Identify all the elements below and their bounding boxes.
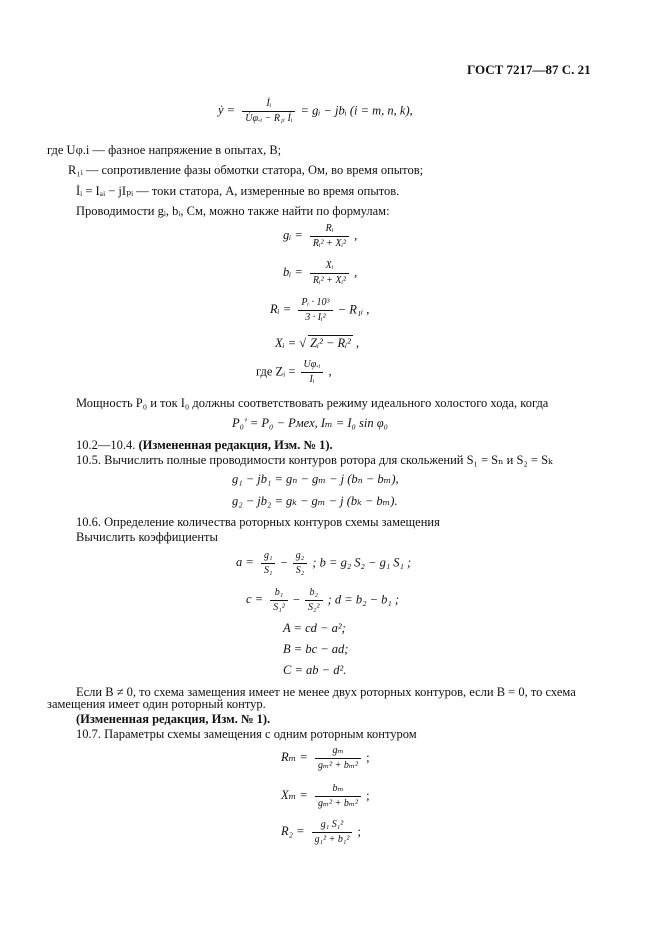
formula-rhs: ; [357, 824, 361, 839]
formula-lhs: ẏ = [218, 103, 236, 118]
formula-admittance [218, 98, 413, 125]
fraction [298, 297, 332, 324]
formula-rhs: , [352, 336, 360, 350]
formula-rhs: , [354, 228, 358, 243]
formula-rm [281, 745, 370, 772]
fraction [293, 550, 307, 577]
denominator: S₂² [305, 600, 322, 614]
formula-rhs: ; [366, 788, 370, 803]
text-if-b-1: Если B ≠ 0, то схема замещения имеет не менее двух роторных контуров, если B = 0, то схема [76, 685, 576, 699]
formula-C: C = ab − d². [283, 663, 347, 677]
formula-g1: g₁ − jb₁ = gₙ − gₘ − j (bₙ − bₘ), [232, 472, 399, 486]
numerator: g₁ [263, 550, 273, 561]
numerator: g₁ S₁² [320, 819, 344, 830]
denominator: Rᵢ² + Xᵢ² [310, 236, 349, 250]
formula-c [246, 587, 399, 614]
formula-lhs: где Zᵢ = [256, 364, 296, 379]
amendment-note: (Измененная редакция, Изм. № 1). [138, 438, 333, 452]
formula-B: B = bc − ad; [283, 642, 349, 656]
formula-lhs: c = [246, 592, 264, 607]
denominator: g₁² + b₁² [312, 832, 353, 846]
section-10-5: 10.5. Вычислить полные проводимости контуров ротора для скольжений S₁ = Sₙ и S₂ = Sₖ [76, 453, 553, 467]
operator: − [280, 555, 288, 570]
formula-tail: ; b = g₂ S₂ − g₁ S₁ ; [312, 555, 412, 570]
section-number: 10.2—10.4. [76, 438, 136, 452]
formula-tail: ; d = b₂ − b₁ ; [327, 592, 400, 607]
amendment-note: (Измененная редакция, Изм. № 1). [76, 712, 271, 726]
formula-lhs: Rₘ = [281, 750, 308, 765]
numerator: Rᵢ [325, 223, 334, 234]
section-10-2 [76, 438, 333, 453]
section-10-7: 10.7. Параметры схемы замещения с одним роторным контуром [76, 727, 417, 741]
formula-A: A = cd − a²; [283, 621, 346, 635]
formula-rhs: ; [366, 750, 370, 765]
text-conductances: Проводимости gᵢ, bᵢ, См, можно также найти по формулам: [76, 204, 390, 218]
denominator: gₘ² + bₘ² [315, 796, 361, 810]
denominator: Rᵢ² + Xᵢ² [310, 273, 349, 287]
fraction [261, 550, 275, 577]
formula-power: P₀′ = P₀ − Pмех, Iₘ = I₀ sin φ₀ [232, 416, 388, 430]
formula-rhs: − R₁ᵢ , [337, 302, 370, 317]
numerator: gₘ [332, 745, 344, 756]
formula-b [283, 260, 357, 287]
formula-r2 [281, 819, 361, 846]
fraction [301, 359, 324, 386]
formula-lhs: Xᵢ = √ [275, 336, 307, 350]
text-ii: İᵢ = Iₐᵢ − jIₚᵢ — токи статора, А, измеренные во время опытов. [76, 184, 400, 198]
text-r1i: R₁ᵢ — сопротивление фазы обмотки статора, Ом, во время опытов; [68, 163, 424, 177]
page-header: ГОСТ 7217—87 С. 21 [467, 62, 591, 77]
numerator: b₁ [274, 587, 284, 598]
formula-a [236, 550, 411, 577]
denominator: gₘ² + bₘ² [315, 758, 361, 772]
fraction [312, 819, 353, 846]
formula-lhs: R₂ = [281, 824, 305, 839]
fraction [310, 260, 349, 287]
formula-lhs: a = [236, 555, 254, 570]
text-power: Мощность P₀ и ток I₀ должны соответствовать режиму идеального холостого хода, когда [76, 396, 549, 410]
numerator: İᵢ [266, 98, 272, 109]
formula-x [275, 336, 359, 351]
numerator: Uφ.ᵢ [303, 359, 321, 370]
formula-rhs: = gᵢ − jbᵢ (i = m, n, k), [300, 103, 413, 118]
fraction [310, 223, 349, 250]
denominator: 3 · Iᵢ² [298, 310, 332, 324]
denominator: S₁² [270, 600, 287, 614]
fraction [242, 98, 295, 125]
text-if-b-2: замещения имеет один роторный контур. [47, 697, 266, 711]
fraction [270, 587, 287, 614]
radicand: Zᵢ² − Rᵢ² [310, 336, 351, 350]
formula-lhs: bᵢ = [283, 265, 303, 280]
section-10-6: 10.6. Определение количества роторных контуров схемы замещения [76, 515, 440, 529]
formula-z [256, 359, 332, 386]
formula-lhs: Rᵢ = [270, 302, 292, 317]
operator: − [292, 592, 300, 607]
denominator: S₂ [293, 563, 307, 577]
numerator: g₂ [295, 550, 305, 561]
formula-lhs: Xₘ = [281, 788, 308, 803]
fraction [315, 745, 361, 772]
formula-g2: g₂ − jb₂ = gₖ − gₘ − j (bₖ − bₘ). [232, 494, 398, 508]
formula-rhs: , [354, 265, 358, 280]
numerator: Pᵢ · 10³ [301, 297, 330, 308]
formula-r [270, 297, 369, 324]
denominator: S₁ [261, 563, 275, 577]
formula-lhs: gᵢ = [283, 228, 303, 243]
numerator: b₂ [309, 587, 319, 598]
numerator: Xᵢ [325, 260, 334, 271]
text-coefficients: Вычислить коэффициенты [76, 530, 218, 544]
formula-rhs: , [328, 364, 332, 379]
fraction [315, 783, 361, 810]
text-where-u: где Uφ.i — фазное напряжение в опытах, В; [47, 143, 282, 157]
fraction [305, 587, 322, 614]
numerator: bₘ [332, 783, 344, 794]
denominator: Iᵢ [301, 372, 324, 386]
formula-xm [281, 783, 370, 810]
formula-g [283, 223, 357, 250]
denominator: U̇φ.ᵢ − R₁ᵢ İᵢ [242, 111, 295, 125]
